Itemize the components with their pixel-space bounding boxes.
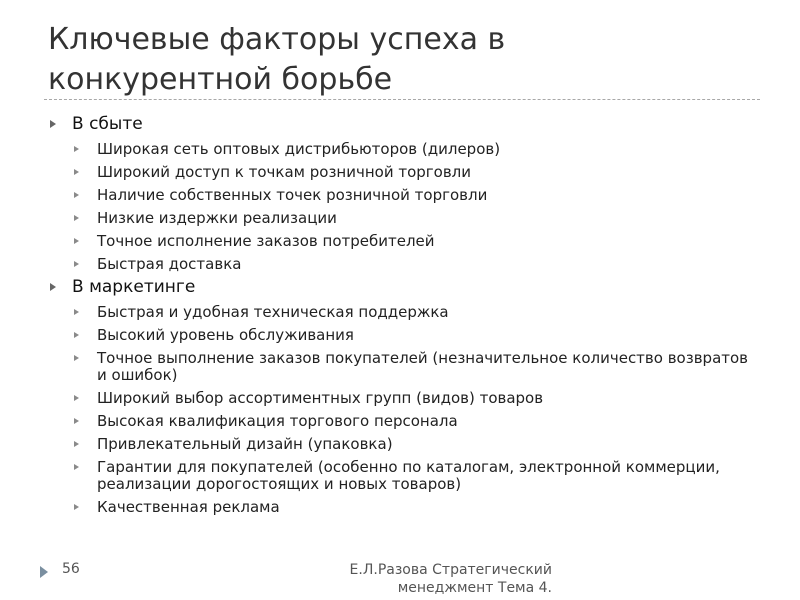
list-item-text: Привлекательный дизайн (упаковка) (97, 435, 393, 453)
list-item (48, 141, 748, 158)
sub-bullet-icon (74, 309, 79, 315)
title-line-1: Ключевые факторы успеха в (48, 22, 506, 57)
bullet-icon (50, 120, 56, 128)
list-item (48, 164, 748, 181)
sub-bullet-icon (74, 441, 79, 447)
sub-bullet-icon (74, 169, 79, 175)
section-items (48, 141, 748, 273)
list-item (48, 210, 748, 227)
footer-author (280, 561, 552, 597)
list-item (48, 459, 748, 493)
list-item (48, 187, 748, 204)
sub-bullet-icon (74, 146, 79, 152)
list-item-text: Точное выполнение заказов покупателей (незначительное количество возвратов и ошибок) (97, 349, 749, 384)
list-item (48, 350, 748, 384)
sub-bullet-icon (74, 332, 79, 338)
list-item (48, 327, 748, 344)
slide-title (48, 20, 748, 100)
page-number: 56 (62, 561, 80, 577)
section-heading-text: В сбыте (72, 114, 143, 134)
sub-bullet-icon (74, 261, 79, 267)
footer-author-line-1: Е.Л.Разова Стратегический (349, 562, 552, 578)
sub-bullet-icon (74, 215, 79, 221)
section-items (48, 304, 748, 516)
section-sales (48, 113, 748, 273)
list-item (48, 499, 748, 516)
list-item-text: Наличие собственных точек розничной торговли (97, 186, 488, 204)
bullet-icon (50, 283, 56, 291)
list-item-text: Быстрая и удобная техническая поддержка (97, 303, 449, 321)
list-item (48, 304, 748, 321)
footer-arrow-icon (40, 566, 48, 578)
sub-bullet-icon (74, 418, 79, 424)
list-item-text: Качественная реклама (97, 498, 280, 516)
section-marketing (48, 276, 748, 516)
list-item-text: Низкие издержки реализации (97, 209, 337, 227)
list-item (48, 256, 748, 273)
list-item (48, 436, 748, 453)
list-item-text: Высокий уровень обслуживания (97, 326, 354, 344)
list-item-text: Широкая сеть оптовых дистрибьюторов (дилеров) (97, 140, 501, 158)
list-item (48, 233, 748, 250)
list-item-text: Широкий выбор ассортиментных групп (видов) товаров (97, 389, 544, 407)
list-item-text: Быстрая доставка (97, 255, 242, 273)
sub-bullet-icon (74, 504, 79, 510)
slide-content (48, 113, 748, 516)
sub-bullet-icon (74, 192, 79, 198)
section-heading (48, 113, 748, 135)
sub-bullet-icon (74, 464, 79, 470)
title-divider (44, 99, 760, 100)
list-item-text: Широкий доступ к точкам розничной торговли (97, 163, 472, 181)
list-item (48, 413, 748, 430)
list-item-text: Высокая квалификация торгового персонала (97, 412, 458, 430)
section-heading (48, 276, 748, 298)
sub-bullet-icon (74, 238, 79, 244)
sub-bullet-icon (74, 395, 79, 401)
sub-bullet-icon (74, 355, 79, 361)
list-item-text: Гарантии для покупателей (особенно по каталогам, электронной коммерции, реализации дорогостоящих и новых товаров) (97, 458, 720, 493)
list-item (48, 390, 748, 407)
list-item-text: Точное исполнение заказов потребителей (97, 232, 435, 250)
title-line-2: конкурентной борьбе (48, 62, 393, 97)
section-heading-text: В маркетинге (72, 277, 196, 297)
footer-author-line-2: менеджмент Тема 4. (397, 580, 552, 596)
